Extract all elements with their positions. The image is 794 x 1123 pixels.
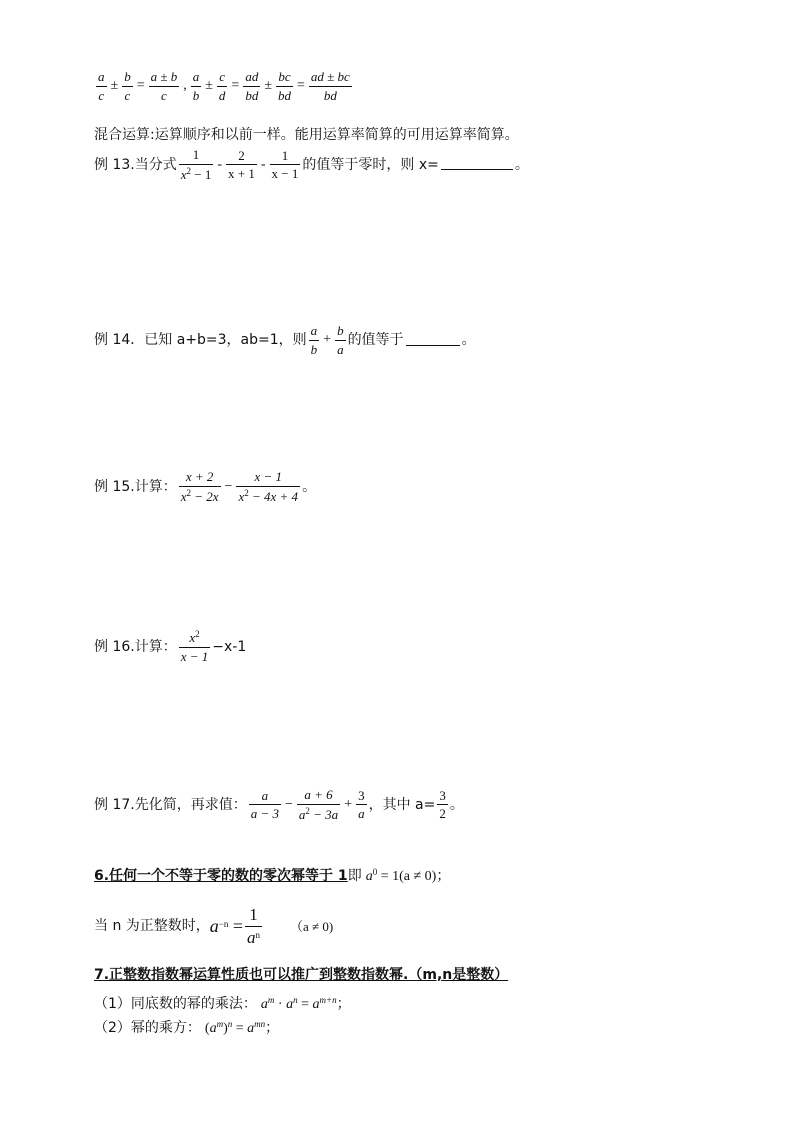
- fraction: $\frac{bc}{bd}$: [278, 69, 292, 103]
- fraction: $\frac{a}{b}$: [192, 69, 200, 103]
- section-heading: 6.任何一个不等于零的数的零次幂等于 1: [94, 868, 348, 884]
- example-15: 例 15.计算： $\frac{x + 2}{x^2 - 2x}$ − $\frac{x - 1}{x^2 - 4x + 4}$ 。: [94, 469, 317, 504]
- section-7: [94, 968, 508, 982]
- answer-blank[interactable]: [441, 159, 513, 170]
- fraction: $\frac{a + 6}{a^2 - 3a}$: [298, 787, 339, 822]
- fraction: $\frac{c}{d}$: [218, 69, 226, 103]
- fraction: $\frac{1}{x - 1}$: [271, 147, 299, 182]
- fraction: $\frac{1}{a^n}$: [247, 905, 261, 947]
- example-14: 例 14．已知 a+b=3，ab=1，则 $\frac{a}{b}$ + $\frac{b}{a}$ 的值等于 。: [94, 323, 476, 357]
- fraction: $\frac{ad}{bd}$: [245, 69, 259, 103]
- answer-blank[interactable]: [406, 335, 460, 346]
- fraction: $\frac{3}{a}$: [358, 787, 365, 822]
- example-13: 例 13.当分式 $\frac{1}{x^2 - 1}$ - $\frac{2}{x + 1}$ - $\frac{1}{x - 1}$ 的值等于零时，则 x= 。: [94, 147, 529, 182]
- fraction: $\frac{2}{x + 1}$: [228, 147, 255, 182]
- fraction: $\frac{x - 1}{x^2 - 4x + 4}$: [238, 469, 299, 504]
- fraction: $\frac{3}{2}$: [439, 787, 446, 822]
- negative-exponent-rule: 当 n 为正整数时， $a^{-n}$ = $\frac{1}{a^n}$ （a ≠ 0): [94, 905, 334, 947]
- fraction: $\frac{x + 2}{x^2 - 2x}$: [180, 469, 219, 504]
- fraction: $\frac{a}{a - 3}$: [250, 787, 279, 822]
- fraction: $\frac{a}{c}$: [98, 69, 105, 103]
- example-16: 例 16.计算： $\frac{x^2}{x - 1}$ −x-1: [94, 629, 247, 664]
- fraction: $\frac{b}{a}$: [337, 323, 344, 357]
- fraction: $\frac{1}{x^2 - 1}$: [180, 147, 212, 182]
- example-17: 例 17.先化简，再求值： $\frac{a}{a - 3}$ − $\frac{a + 6}{a^2 - 3a}$ + $\frac{3}{a}$ ，其中 a= $\frac{3}{2}$ 。: [94, 787, 464, 822]
- fraction: $\frac{ad \pm bc}{bd}$: [310, 69, 350, 103]
- fraction: $\frac{b}{c}$: [124, 69, 131, 103]
- addition-rule-formula: $\frac{a}{c}$ ± $\frac{b}{c}$ = $\frac{a \pm b}{c}$ , $\frac{a}{b}$ ± $\frac{c}{d}$ = $\frac{ad}{bd}$ ± $\frac{bc}{bd}$ = $\frac{ad \pm bc}{bd}$: [98, 69, 350, 103]
- section-heading: 7.正整数指数幂运算性质也可以推广到整数指数幂.（m,n是整数）: [94, 967, 509, 983]
- fraction: $\frac{a}{b}$: [310, 323, 318, 357]
- fraction: $\frac{a \pm b}{c}$: [150, 69, 178, 103]
- section-6: 6.任何一个不等于零的数的零次幂等于 1 即 $a^0 = 1(a \ne 0)$ ；: [94, 867, 451, 884]
- rule-1: （1）同底数的幂的乘法： $a^m \cdot a^n = a^{m+n}$ ；: [94, 995, 351, 1012]
- mixed-operation-text: 混合运算:运算顺序和以前一样。能用运算率简算的可用运算率简算。: [94, 127, 519, 143]
- fraction: $\frac{x^2}{x - 1}$: [180, 629, 209, 664]
- rule-2: （2）幂的乘方： $(a^m)^n = a^{mn}$ ；: [94, 1019, 280, 1036]
